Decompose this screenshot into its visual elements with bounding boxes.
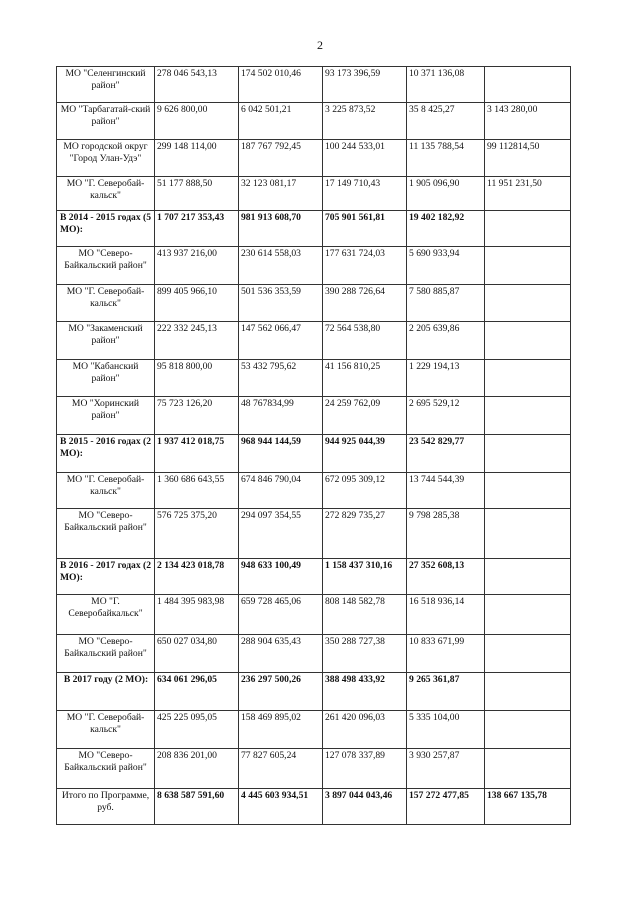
amount-cell: 944 925 044,39: [323, 435, 407, 473]
amount-cell: 9 798 285,38: [407, 509, 485, 559]
amount-cell: [485, 67, 571, 103]
amount-cell: 230 614 558,03: [239, 247, 323, 285]
amount-cell: 9 265 361,87: [407, 673, 485, 711]
amount-cell: [485, 473, 571, 509]
amount-cell: [485, 360, 571, 397]
amount-cell: 705 901 561,81: [323, 211, 407, 247]
table-row: [57, 711, 571, 749]
table-row: [57, 595, 571, 635]
amount-cell: 177 631 724,03: [323, 247, 407, 285]
amount-cell: 1 158 437 310,16: [323, 559, 407, 595]
amount-cell: 77 827 605,24: [239, 749, 323, 789]
amount-cell: 948 633 100,49: [239, 559, 323, 595]
amount-cell: 51 177 888,50: [155, 177, 239, 211]
amount-cell: 899 405 966,10: [155, 285, 239, 322]
amount-cell: 634 061 296,05: [155, 673, 239, 711]
amount-cell: 1 360 686 643,55: [155, 473, 239, 509]
amount-cell: 261 420 096,03: [323, 711, 407, 749]
amount-cell: 236 297 500,26: [239, 673, 323, 711]
amount-cell: 157 272 477,85: [407, 789, 485, 825]
row-label: МО "Северо-Байкальский район": [57, 509, 155, 559]
amount-cell: 413 937 216,00: [155, 247, 239, 285]
amount-cell: 53 432 795,62: [239, 360, 323, 397]
amount-cell: [485, 749, 571, 789]
row-label: В 2015 - 2016 годах (2 МО):: [57, 435, 155, 473]
table-row: [57, 177, 571, 211]
amount-cell: 388 498 433,92: [323, 673, 407, 711]
amount-cell: 390 288 726,64: [323, 285, 407, 322]
amount-cell: 10 833 671,99: [407, 635, 485, 673]
table-row: [57, 247, 571, 285]
table-row: [57, 360, 571, 397]
amount-cell: [485, 322, 571, 360]
amount-cell: 13 744 544,39: [407, 473, 485, 509]
amount-cell: [485, 285, 571, 322]
row-label: МО "Тарбагатай-ский район": [57, 103, 155, 140]
amount-cell: 100 244 533,01: [323, 140, 407, 177]
amount-cell: 75 723 126,20: [155, 397, 239, 435]
amount-cell: 294 097 354,55: [239, 509, 323, 559]
amount-cell: [485, 635, 571, 673]
amount-cell: 981 913 608,70: [239, 211, 323, 247]
page-number: 2: [317, 38, 323, 52]
amount-cell: 278 046 543,13: [155, 67, 239, 103]
amount-cell: 5 690 933,94: [407, 247, 485, 285]
row-label: МО "Хоринский район": [57, 397, 155, 435]
amount-cell: 208 836 201,00: [155, 749, 239, 789]
table-row: [57, 322, 571, 360]
row-label: МО городской округ "Город Улан-Удэ": [57, 140, 155, 177]
row-label: МО "Г. Северобай-кальск": [57, 177, 155, 211]
amount-cell: 272 829 735,27: [323, 509, 407, 559]
program-funding-table: [56, 66, 571, 825]
row-label: МО "Северо-Байкальский район": [57, 635, 155, 673]
amount-cell: 808 148 582,78: [323, 595, 407, 635]
amount-cell: [485, 211, 571, 247]
amount-cell: 672 095 309,12: [323, 473, 407, 509]
row-label: МО "Северо-Байкальский район": [57, 749, 155, 789]
amount-cell: 659 728 465,06: [239, 595, 323, 635]
amount-cell: 288 904 635,43: [239, 635, 323, 673]
amount-cell: 16 518 936,14: [407, 595, 485, 635]
amount-cell: 9 626 800,00: [155, 103, 239, 140]
row-label: МО "Селенгинский район": [57, 67, 155, 103]
amount-cell: 99 112814,50: [485, 140, 571, 177]
amount-cell: 2 695 529,12: [407, 397, 485, 435]
amount-cell: [485, 673, 571, 711]
amount-cell: 576 725 375,20: [155, 509, 239, 559]
amount-cell: [485, 509, 571, 559]
amount-cell: 4 445 603 934,51: [239, 789, 323, 825]
amount-cell: 17 149 710,43: [323, 177, 407, 211]
row-label: В 2016 - 2017 годах (2 МО):: [57, 559, 155, 595]
amount-cell: 6 042 501,21: [239, 103, 323, 140]
amount-cell: [485, 435, 571, 473]
row-label: МО "Кабанский район": [57, 360, 155, 397]
amount-cell: 425 225 095,05: [155, 711, 239, 749]
amount-cell: 23 542 829,77: [407, 435, 485, 473]
amount-cell: 2 205 639,86: [407, 322, 485, 360]
amount-cell: 222 332 245,13: [155, 322, 239, 360]
amount-cell: 8 638 587 591,60: [155, 789, 239, 825]
group-row: [57, 435, 571, 473]
row-label: МО "Закаменский район": [57, 322, 155, 360]
amount-cell: 138 667 135,78: [485, 789, 571, 825]
table-row: [57, 749, 571, 789]
table-row: [57, 103, 571, 140]
row-label: МО "Г. Северобай-кальск": [57, 473, 155, 509]
amount-cell: [485, 711, 571, 749]
total-row: [57, 789, 571, 825]
table-row: [57, 140, 571, 177]
amount-cell: 11 951 231,50: [485, 177, 571, 211]
amount-cell: 158 469 895,02: [239, 711, 323, 749]
amount-cell: 24 259 762,09: [323, 397, 407, 435]
amount-cell: 350 288 727,38: [323, 635, 407, 673]
table-row: [57, 397, 571, 435]
amount-cell: 674 846 790,04: [239, 473, 323, 509]
group-row: [57, 559, 571, 595]
amount-cell: [485, 559, 571, 595]
amount-cell: 7 580 885,87: [407, 285, 485, 322]
amount-cell: 93 173 396,59: [323, 67, 407, 103]
amount-cell: 11 135 788,54: [407, 140, 485, 177]
amount-cell: 32 123 081,17: [239, 177, 323, 211]
amount-cell: [485, 595, 571, 635]
group-row: [57, 211, 571, 247]
row-label: МО "Г. Северобай-кальск": [57, 711, 155, 749]
row-label: МО "Северо-Байкальский район": [57, 247, 155, 285]
amount-cell: 1 229 194,13: [407, 360, 485, 397]
amount-cell: 650 027 034,80: [155, 635, 239, 673]
row-label: МО "Г. Северобайкальск": [57, 595, 155, 635]
table-row: [57, 473, 571, 509]
amount-cell: 48 767834,99: [239, 397, 323, 435]
amount-cell: 174 502 010,46: [239, 67, 323, 103]
amount-cell: 35 8 425,27: [407, 103, 485, 140]
amount-cell: 5 335 104,00: [407, 711, 485, 749]
amount-cell: 1 707 217 353,43: [155, 211, 239, 247]
table-row: [57, 285, 571, 322]
amount-cell: 1 937 412 018,75: [155, 435, 239, 473]
row-label: В 2017 году (2 МО):: [57, 673, 155, 711]
amount-cell: 19 402 182,92: [407, 211, 485, 247]
table-body: [57, 67, 571, 825]
amount-cell: 3 930 257,87: [407, 749, 485, 789]
table-row: [57, 635, 571, 673]
amount-cell: 127 078 337,89: [323, 749, 407, 789]
amount-cell: 501 536 353,59: [239, 285, 323, 322]
amount-cell: 3 897 044 043,46: [323, 789, 407, 825]
group-row: [57, 673, 571, 711]
amount-cell: 10 371 136,08: [407, 67, 485, 103]
amount-cell: 3 225 873,52: [323, 103, 407, 140]
amount-cell: 3 143 280,00: [485, 103, 571, 140]
amount-cell: 968 944 144,59: [239, 435, 323, 473]
table-row: [57, 67, 571, 103]
row-label: В 2014 - 2015 годах (5 МО):: [57, 211, 155, 247]
row-label: Итого по Программе, руб.: [57, 789, 155, 825]
amount-cell: 147 562 066,47: [239, 322, 323, 360]
amount-cell: 2 134 423 018,78: [155, 559, 239, 595]
row-label: МО "Г. Северобай-кальск": [57, 285, 155, 322]
amount-cell: 27 352 608,13: [407, 559, 485, 595]
amount-cell: 1 905 096,90: [407, 177, 485, 211]
amount-cell: [485, 247, 571, 285]
table-row: [57, 509, 571, 559]
amount-cell: 1 484 395 983,98: [155, 595, 239, 635]
amount-cell: 95 818 800,00: [155, 360, 239, 397]
amount-cell: 187 767 792,45: [239, 140, 323, 177]
amount-cell: [485, 397, 571, 435]
amount-cell: 72 564 538,80: [323, 322, 407, 360]
amount-cell: 299 148 114,00: [155, 140, 239, 177]
amount-cell: 41 156 810,25: [323, 360, 407, 397]
